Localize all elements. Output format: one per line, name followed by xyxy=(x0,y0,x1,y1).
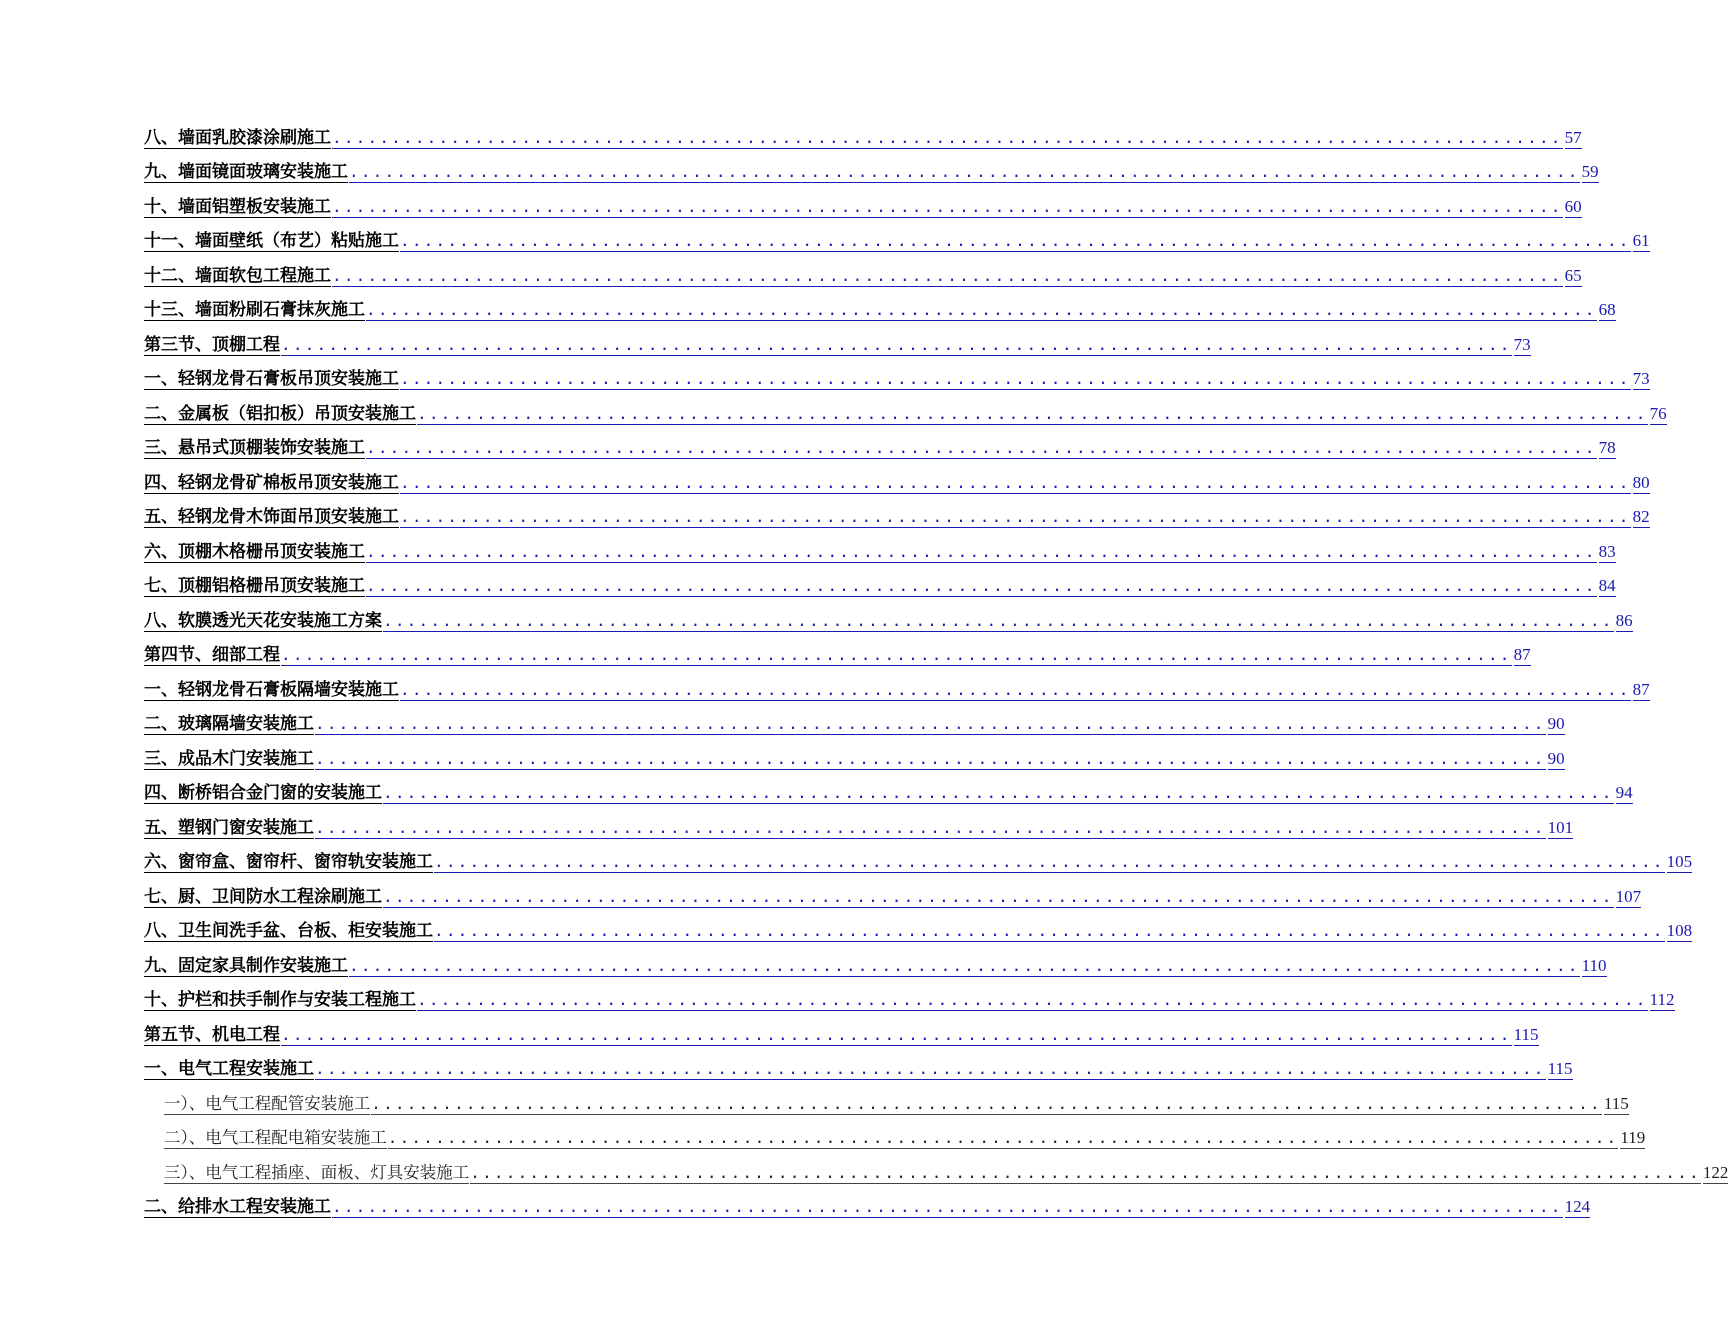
toc-leader: ........................................................................................................ xyxy=(417,403,1648,423)
toc-entry[interactable] xyxy=(144,466,1650,501)
toc-entry-title: 八、软膜透光天花安装施工方案 xyxy=(144,610,382,631)
toc-leader: ........................................................................................................ xyxy=(366,300,1597,319)
toc-leader: ........................................................................................................ xyxy=(315,714,1546,733)
toc-entry-title: 一、电气工程安装施工 xyxy=(144,1059,314,1079)
toc-page-number: 84 xyxy=(1598,576,1616,595)
toc-page-number: 73 xyxy=(1513,334,1531,354)
toc-entry[interactable] xyxy=(144,742,1565,777)
toc-leader: ........................................................................................................ xyxy=(434,852,1665,871)
toc-entry-title: 第四节、细部工程 xyxy=(144,645,280,665)
toc-entry-title: 十、护栏和扶手制作与安装工程施工 xyxy=(144,990,416,1010)
toc-entry-title: 十一、墙面壁纸（布艺）粘贴施工 xyxy=(144,231,399,251)
toc-page-number: 86 xyxy=(1615,610,1633,630)
toc-page-number: 119 xyxy=(1620,1128,1646,1147)
toc-leader: ........................................................................................................ xyxy=(332,1197,1563,1216)
toc-page-number: 57 xyxy=(1564,127,1582,147)
toc-entry[interactable] xyxy=(144,708,1565,743)
toc-entry-title: 十二、墙面软包工程施工 xyxy=(144,265,331,286)
toc-page-number: 78 xyxy=(1598,438,1616,457)
toc-leader: ........................................................................................................ xyxy=(281,1024,1512,1044)
toc-leader: ........................................................................................................ xyxy=(371,1093,1602,1113)
toc-page-number: 73 xyxy=(1632,369,1650,388)
toc-leader: ........................................................................................................ xyxy=(349,162,1580,181)
toc-page-number: 61 xyxy=(1632,231,1650,250)
toc-leader: ........................................................................................................ xyxy=(387,1128,1619,1147)
toc-page-number: 108 xyxy=(1666,921,1693,940)
toc-page-number: 80 xyxy=(1632,472,1650,492)
toc-entry[interactable] xyxy=(144,190,1582,225)
toc-page-number: 76 xyxy=(1649,403,1667,423)
toc-entry-title: 五、轻钢龙骨木饰面吊顶安装施工 xyxy=(144,507,399,527)
toc-entry[interactable] xyxy=(144,294,1616,329)
toc-entry-title: 十、墙面铝塑板安装施工 xyxy=(144,196,331,217)
toc-page-number: 107 xyxy=(1615,886,1642,906)
toc-entry[interactable] xyxy=(144,432,1616,467)
toc-leader: ........................................................................................................ xyxy=(400,679,1631,699)
toc-entry[interactable] xyxy=(144,984,1675,1019)
toc-subentry[interactable] xyxy=(144,1122,1646,1157)
toc-entry-title: 二、玻璃隔墙安装施工 xyxy=(144,714,314,734)
toc-entry-title: 四、轻钢龙骨矿棉板吊顶安装施工 xyxy=(144,472,399,493)
toc-page-number: 59 xyxy=(1581,162,1599,181)
toc-leader: ........................................................................................................ xyxy=(383,610,1614,630)
toc-leader: ........................................................................................................ xyxy=(400,507,1631,526)
toc-leader: ........................................................................................................ xyxy=(349,955,1580,975)
toc-entry-title: 八、卫生间洗手盆、台板、柜安装施工 xyxy=(144,921,433,941)
toc-leader: ........................................................................................................ xyxy=(281,645,1512,664)
toc-leader: ........................................................................................................ xyxy=(417,990,1648,1009)
toc-page-number: 65 xyxy=(1564,265,1582,285)
toc-entry-title: 第三节、顶棚工程 xyxy=(144,334,280,355)
toc-entry-title: 一、轻钢龙骨石膏板隔墙安装施工 xyxy=(144,679,399,700)
toc-page-number: 83 xyxy=(1598,541,1616,561)
toc-entry-title: 九、固定家具制作安装施工 xyxy=(144,955,348,976)
toc-entry-title: 第五节、机电工程 xyxy=(144,1024,280,1045)
toc-leader: ........................................................................................................ xyxy=(383,783,1614,802)
toc-entry[interactable] xyxy=(144,225,1650,260)
toc-subentry[interactable] xyxy=(144,1087,1629,1122)
toc-page-number: 105 xyxy=(1666,852,1693,871)
toc-entry-title: 二、金属板（铝扣板）吊顶安装施工 xyxy=(144,403,416,424)
toc-leader: ........................................................................................................ xyxy=(434,921,1665,940)
toc-subentry[interactable] xyxy=(144,1156,1728,1191)
toc-section-entry[interactable] xyxy=(144,328,1531,363)
toc-entry-title: 七、顶棚铝格栅吊顶安装施工 xyxy=(144,576,365,596)
toc-leader: ........................................................................................................ xyxy=(470,1162,1701,1182)
toc-entry-title: 八、墙面乳胶漆涂刷施工 xyxy=(144,127,331,148)
toc-page-number: 60 xyxy=(1564,196,1582,216)
toc-leader: ........................................................................................................ xyxy=(332,265,1563,285)
toc-page-number: 90 xyxy=(1547,748,1565,768)
toc-leader: ........................................................................................................ xyxy=(400,369,1631,388)
toc-page-number: 115 xyxy=(1513,1024,1539,1044)
toc-entry[interactable] xyxy=(144,949,1607,984)
toc-entry[interactable] xyxy=(144,259,1582,294)
toc-entry-title: 十三、墙面粉刷石膏抹灰施工 xyxy=(144,300,365,320)
toc-leader: ........................................................................................................ xyxy=(332,127,1563,147)
toc-entry[interactable] xyxy=(144,535,1616,570)
toc-entry[interactable] xyxy=(144,811,1574,846)
toc-section-entry[interactable] xyxy=(144,639,1531,674)
toc-entry[interactable] xyxy=(144,570,1616,605)
toc-entry-title: 三、悬吊式顶棚装饰安装施工 xyxy=(144,438,365,458)
toc-entry-title: 六、窗帘盒、窗帘杆、窗帘轨安装施工 xyxy=(144,852,433,872)
toc-entry[interactable] xyxy=(144,121,1582,156)
toc-entry[interactable] xyxy=(144,604,1633,639)
toc-page-number: 115 xyxy=(1547,1059,1573,1078)
toc-entry-title: 七、厨、卫间防水工程涂刷施工 xyxy=(144,886,382,907)
toc-entry-title: 一、轻钢龙骨石膏板吊顶安装施工 xyxy=(144,369,399,389)
toc-page-number: 87 xyxy=(1513,645,1531,664)
toc-entry-title: 五、塑钢门窗安装施工 xyxy=(144,817,314,838)
toc-page-number: 94 xyxy=(1615,783,1633,802)
toc-entry[interactable] xyxy=(144,501,1650,536)
toc-entry-title: 六、顶棚木格栅吊顶安装施工 xyxy=(144,541,365,562)
toc-entry[interactable] xyxy=(144,363,1650,398)
toc-page-number: 110 xyxy=(1581,955,1607,975)
toc-section-entry[interactable] xyxy=(144,1018,1539,1053)
toc-entry[interactable] xyxy=(144,397,1667,432)
toc-page-number: 122 xyxy=(1702,1162,1728,1182)
toc-entry-title: 九、墙面镜面玻璃安装施工 xyxy=(144,162,348,182)
toc-leader: ........................................................................................................ xyxy=(332,196,1563,216)
toc-entry-title: 二）、电气工程配电箱安装施工 xyxy=(164,1128,387,1147)
toc-entry[interactable] xyxy=(144,156,1599,191)
table-of-contents xyxy=(144,121,1728,1225)
toc-leader: ........................................................................................................ xyxy=(383,886,1614,906)
toc-entry[interactable] xyxy=(144,915,1693,950)
toc-entry[interactable] xyxy=(144,1191,1591,1226)
toc-page-number: 90 xyxy=(1547,714,1565,733)
toc-leader: ........................................................................................................ xyxy=(315,817,1546,837)
toc-entry-title: 三、成品木门安装施工 xyxy=(144,748,314,769)
toc-page-number: 87 xyxy=(1632,679,1650,699)
toc-entry[interactable] xyxy=(144,673,1650,708)
toc-entry-title: 四、断桥铝合金门窗的安装施工 xyxy=(144,783,382,803)
toc-page-number: 82 xyxy=(1632,507,1650,526)
toc-page-number: 68 xyxy=(1598,300,1616,319)
toc-page-number: 115 xyxy=(1603,1093,1629,1113)
toc-entry-title: 三）、电气工程插座、面板、灯具安装施工 xyxy=(164,1162,470,1182)
toc-entry[interactable] xyxy=(144,1053,1573,1088)
toc-page-number: 101 xyxy=(1547,817,1574,837)
toc-entry-title: 二、给排水工程安装施工 xyxy=(144,1197,331,1217)
toc-leader: ........................................................................................................ xyxy=(281,334,1512,354)
toc-leader: ........................................................................................................ xyxy=(400,231,1631,250)
toc-leader: ........................................................................................................ xyxy=(400,472,1631,492)
toc-entry[interactable] xyxy=(144,846,1693,881)
toc-leader: ........................................................................................................ xyxy=(315,748,1546,768)
toc-entry[interactable] xyxy=(144,880,1642,915)
toc-entry[interactable] xyxy=(144,777,1633,812)
toc-entry-title: 一）、电气工程配管安装施工 xyxy=(164,1093,371,1113)
toc-page-number: 124 xyxy=(1564,1197,1591,1216)
toc-leader: ........................................................................................................ xyxy=(315,1059,1546,1078)
toc-leader: ........................................................................................................ xyxy=(366,541,1597,561)
toc-page-number: 112 xyxy=(1649,990,1675,1009)
toc-leader: ........................................................................................................ xyxy=(366,438,1597,457)
toc-leader: ........................................................................................................ xyxy=(366,576,1597,595)
